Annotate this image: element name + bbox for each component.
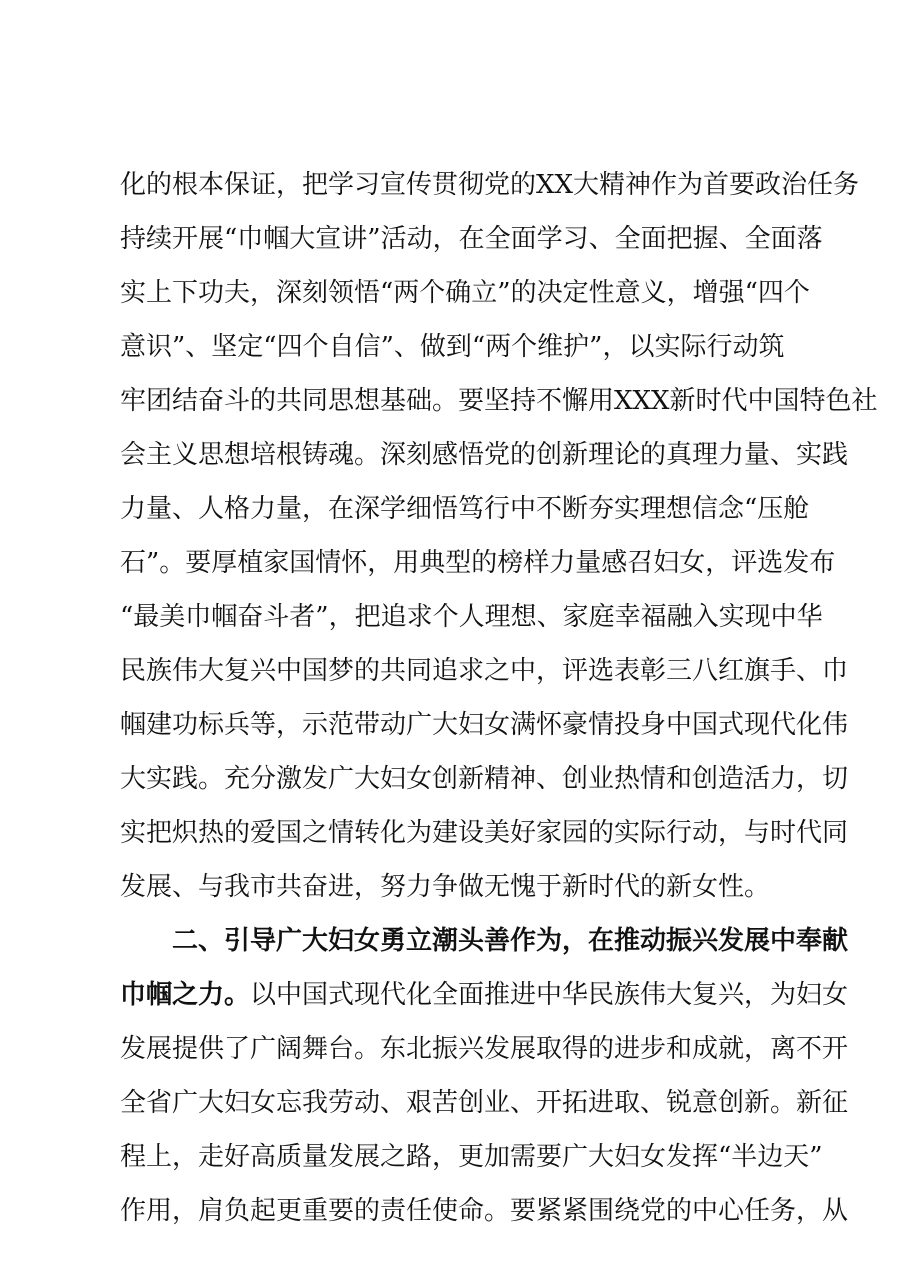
- paragraph-line: 大实践。充分激发广大妇女创新精神、创业热情和创造活力，切: [120, 764, 849, 794]
- paragraph-line: 发展、与我市共奋进，努力争做无愧于新时代的新女性。: [120, 872, 771, 902]
- paragraph-line: 牢团结奋斗的共同思想基础。要坚持不懈用XXX新时代中国特色社: [120, 386, 878, 416]
- paragraph-line: 全省广大妇女忘我劳动、艰苦创业、开拓进取、锐意创新。新征: [120, 1088, 849, 1118]
- paragraph-line: 意识”、坚定“四个自信”、做到“两个维护”，以实际行动筑: [120, 332, 785, 362]
- paragraph-line: 会主义思想培根铸魂。深刻感悟党的创新理论的真理力量、实践: [120, 440, 849, 470]
- section-heading: 二、引导广大妇女勇立潮头善作为，在推动振兴发展中奉献: [172, 926, 849, 956]
- paragraph-line: 民族伟大复兴中国梦的共同追求之中，评选表彰三八红旗手、巾: [120, 656, 849, 686]
- paragraph-line: 作用，肩负起更重要的责任使命。要紧紧围绕党的中心任务，从: [120, 1196, 849, 1226]
- paragraph-line: 发展提供了广阔舞台。东北振兴发展取得的进步和成就，离不开: [120, 1034, 849, 1064]
- paragraph-line: 化的根本保证，把学习宣传贯彻党的XX大精神作为首要政治任务: [120, 170, 860, 200]
- paragraph-line: 力量、人格力量，在深学细悟笃行中不断夯实理想信念“压舱: [120, 494, 810, 524]
- section-body-start: 以中国式现代化全面推进中华民族伟大复兴，为妇女: [250, 980, 849, 1010]
- paragraph-line: 程上，走好高质量发展之路，更加需要广大妇女发挥“半边天”: [120, 1142, 823, 1172]
- paragraph-line: 实上下功夫，深刻领悟“两个确立”的决定性意义，增强“四个: [120, 278, 810, 308]
- paragraph-line: 石”。要厚植家国情怀，用典型的榜样力量感召妇女，评选发布: [120, 548, 836, 578]
- paragraph-line: 实把炽热的爱国之情转化为建设美好家园的实际行动，与时代同: [120, 818, 849, 848]
- section-heading-end: 巾帼之力。: [120, 980, 251, 1010]
- paragraph-line: 帼建功标兵等，示范带动广大妇女满怀豪情投身中国式现代化伟: [120, 710, 849, 740]
- paragraph-line: 持续开展“巾帼大宣讲”活动，在全面学习、全面把握、全面落: [120, 224, 823, 254]
- paragraph-line: “最美巾帼奋斗者”，把追求个人理想、家庭幸福融入实现中华: [120, 602, 823, 632]
- section-heading-continuation: [120, 972, 849, 1018]
